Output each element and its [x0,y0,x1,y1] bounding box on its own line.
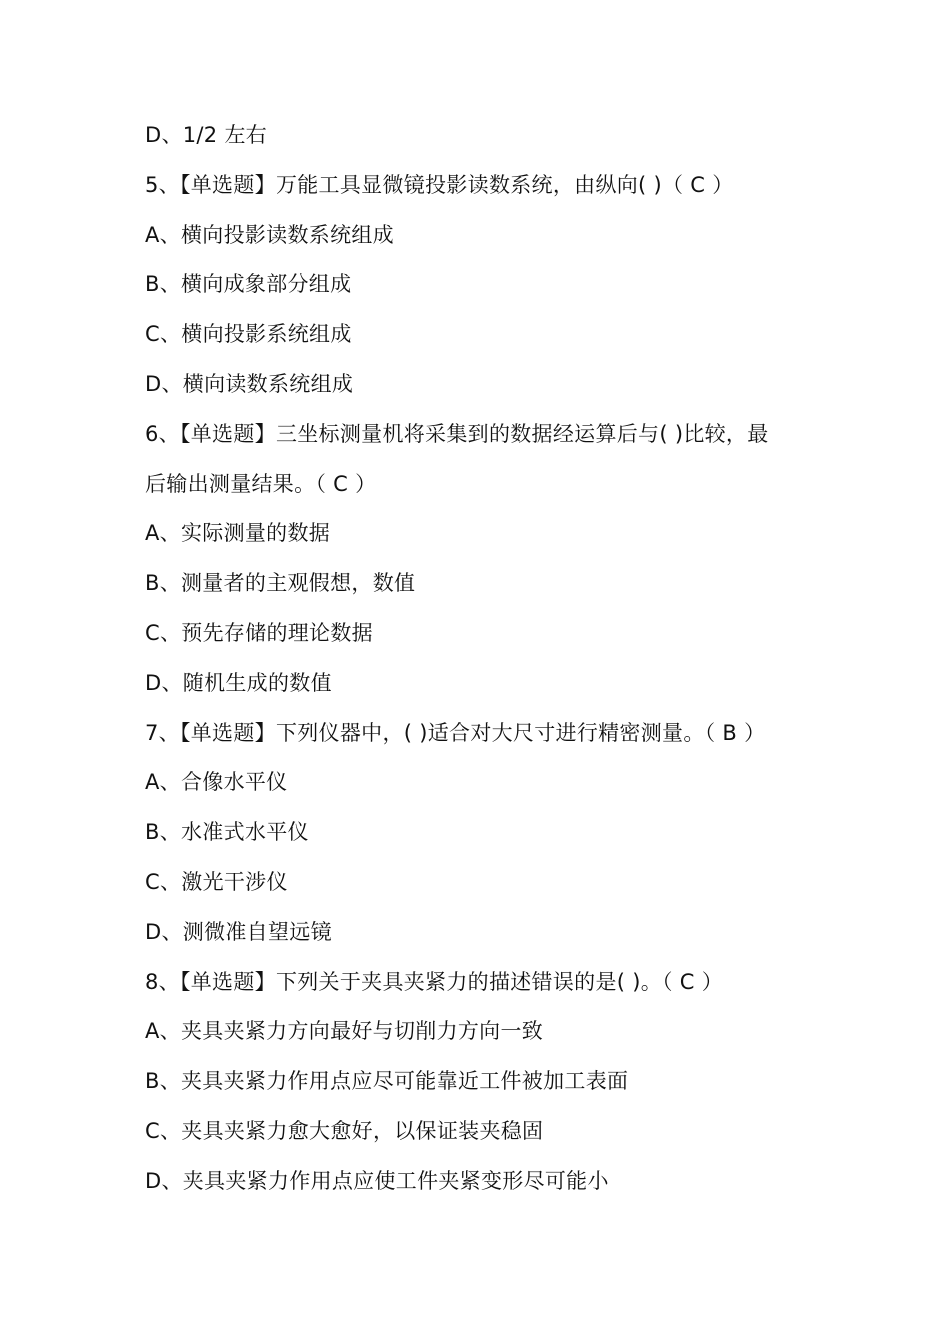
question-line-continuation: 后输出测量结果。（ C ） [145,471,377,496]
option-line: C、激光干涉仪 [145,869,288,894]
option-line: B、横向成象部分组成 [145,272,352,297]
option-line: A、横向投影读数系统组成 [145,222,394,247]
question-line: 8、【单选题】下列关于夹具夹紧力的描述错误的是( )。（ C ） [145,969,724,994]
option-line: D、测微准自望远镜 [145,919,332,944]
option-line: D、1/2 左右 [145,123,268,147]
question-line: 7、【单选题】下列仪器中，( )适合对大尺寸进行精密测量。（ B ） [145,720,766,745]
option-line: B、水准式水平仪 [145,820,309,845]
option-line: C、夹具夹紧力愈大愈好，以保证装夹稳固 [145,1118,544,1143]
option-line: B、测量者的主观假想，数值 [145,571,416,596]
question-line: 6、【单选题】三坐标测量机将采集到的数据经运算后与( )比较，最 [145,421,769,446]
option-line: A、合像水平仪 [145,770,288,795]
option-line: D、夹具夹紧力作用点应使工件夹紧变形尽可能小 [145,1168,609,1193]
option-line: C、预先存储的理论数据 [145,620,373,645]
question-line: 5、【单选题】万能工具显微镜投影读数系统，由纵向( )（ C ） [145,172,734,197]
option-line: A、夹具夹紧力方向最好与切削力方向一致 [145,1019,544,1044]
option-line: A、实际测量的数据 [145,521,331,546]
option-line: D、随机生成的数值 [145,670,332,695]
option-line: B、夹具夹紧力作用点应尽可能靠近工件被加工表面 [145,1069,629,1094]
question-list [145,111,825,1207]
option-line: C、横向投影系统组成 [145,322,352,347]
option-line: D、横向读数系统组成 [145,371,354,396]
